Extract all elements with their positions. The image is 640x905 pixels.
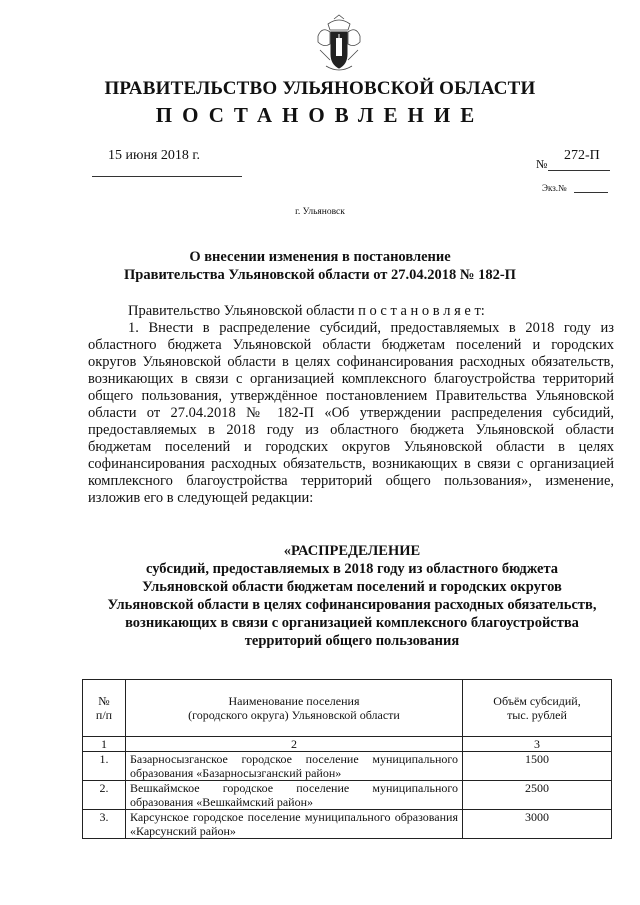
coat-of-arms-icon xyxy=(316,14,362,74)
header-num-line-2: п/п xyxy=(95,708,113,722)
annex-line-3: Ульяновской области в целях софинансирования расходных обязательств, xyxy=(107,597,597,613)
document-body xyxy=(88,303,614,507)
document-date: 15 июня 2018 г. xyxy=(108,148,201,163)
annex-title: «РАСПРЕДЕЛЕНИЕ xyxy=(283,543,421,559)
row-amount: 2500 xyxy=(463,781,612,810)
header-num xyxy=(83,680,126,737)
header-amount-line-2: тыс. рублей xyxy=(507,708,567,722)
number-sign: № xyxy=(536,157,548,171)
copy-underline xyxy=(574,192,608,193)
annex-line-2: Ульяновской области бюджетам поселений и городских округов xyxy=(142,579,562,595)
annex-heading xyxy=(80,542,624,650)
government-name: ПРАВИТЕЛЬСТВО УЛЬЯНОВСКОЙ ОБЛАСТИ xyxy=(104,78,536,99)
header-num-line-1: № xyxy=(98,694,110,708)
row-amount: 1500 xyxy=(463,752,612,781)
col-number-3: 3 xyxy=(463,737,612,752)
row-name: Вешкаймское городское поселение муниципального образования «Вешкаймский район» xyxy=(126,781,463,810)
copy-label: Экз.№ xyxy=(542,183,567,193)
header-name-line-1: Наименование поселения xyxy=(228,694,360,708)
subject-line-1: О внесении изменения в постановление xyxy=(189,249,451,265)
table-row xyxy=(83,810,612,839)
number-underline xyxy=(548,170,610,171)
row-amount: 3000 xyxy=(463,810,612,839)
document-type: ПОСТАНОВЛЕНИЕ xyxy=(155,103,485,127)
row-num: 3. xyxy=(83,810,126,839)
table-row xyxy=(83,752,612,781)
table-header-row xyxy=(83,680,612,737)
document-number: 272-П xyxy=(564,148,600,163)
body-paragraph-2: 1. Внести в распределение субсидий, предоставляемых в 2018 году из областного бюджета Ульяновской области бюджетам поселений и городских округов Ульяновской области в целях софинансирования расходных обязательств, возникающих в связи с организацией комплексного благоустройства территорий общего пользования, утверждённое постановлением Правительства Ульяновской области от 27.04.2018 № 182-П «Об утверждении распределения субсидий, предоставляемых в 2018 году из областного бюджета Ульяновской области бюджетам поселений и городских округов Ульяновской области в целях софинансирования расходных обязательств, возникающих в связи с организацией комплексного благоустройства территорий общего пользования», изменение, изложив его в следующей редакции: xyxy=(88,320,614,506)
col-number-2: 2 xyxy=(126,737,463,752)
body-paragraph-1: Правительство Ульяновской области п о с т а н о в л я е т: xyxy=(128,303,485,319)
subject-line-2: Правительства Ульяновской области от 27.04.2018 № 182-П xyxy=(124,267,516,283)
city: г. Ульяновск xyxy=(295,207,345,217)
header-amount xyxy=(463,680,612,737)
header-name-line-2: (городского округа) Ульяновской области xyxy=(188,708,400,722)
annex-line-5: территорий общего пользования xyxy=(244,633,460,649)
row-num: 2. xyxy=(83,781,126,810)
document-subject xyxy=(0,248,640,284)
annex-line-1: субсидий, предоставляемых в 2018 году из областного бюджета xyxy=(145,561,559,577)
table-row xyxy=(83,781,612,810)
annex-line-4: возникающих в связи с организацией комплексного благоустройства xyxy=(125,615,579,631)
column-number-row xyxy=(83,737,612,752)
row-num: 1. xyxy=(83,752,126,781)
header-amount-line-1: Объём субсидий, xyxy=(493,694,581,708)
header-name xyxy=(126,680,463,737)
subsidy-table xyxy=(82,679,612,839)
col-number-1: 1 xyxy=(83,737,126,752)
row-name: Базарносызганское городское поселение муниципального образования «Базарносызганский район» xyxy=(126,752,463,781)
row-name: Карсунское городское поселение муниципального образования «Карсунский район» xyxy=(126,810,463,839)
date-underline xyxy=(92,176,242,177)
